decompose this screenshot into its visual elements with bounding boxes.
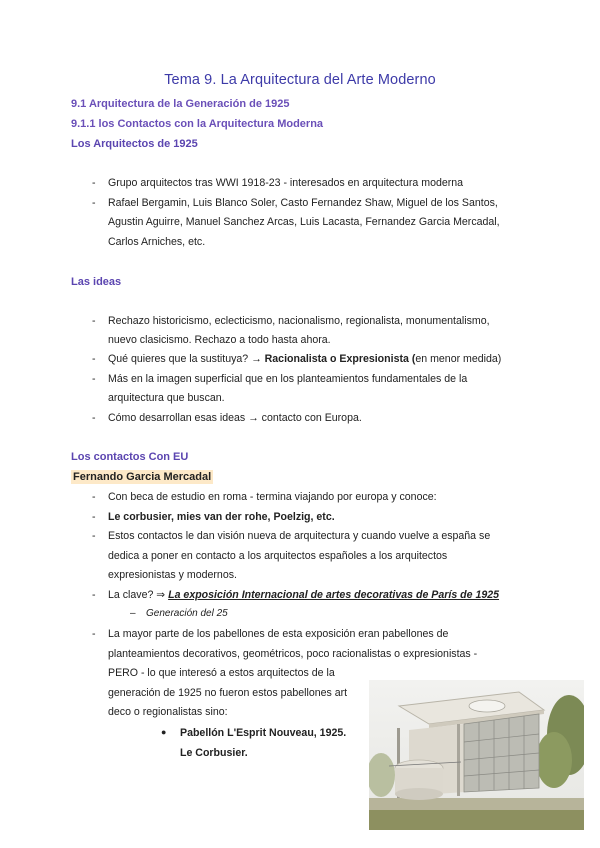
list-item-cont: Carlos Arniches, etc. — [108, 236, 206, 248]
text-run: La clave? ⇒ — [108, 589, 169, 601]
bullet-dash: - — [92, 491, 96, 503]
list-item: Grupo arquitectos tras WWI 1918-23 - interesados en arquitectura moderna — [108, 177, 464, 189]
text-run: Qué quieres que la sustituya? → — [108, 353, 265, 365]
list-item — [108, 588, 499, 602]
section-heading-9-1-1: 9.1.1 los Contactos con la Arquitectura Moderna — [71, 118, 324, 130]
page-title: Tema 9. La Arquitectura del Arte Moderno — [164, 72, 436, 88]
highlight-text: Fernando Garcia Mercadal — [73, 471, 212, 483]
bullet-dot: ● — [161, 727, 167, 737]
heading-ideas: Las ideas — [71, 276, 122, 288]
list-item-cont: Agustin Aguirre, Manuel Sanchez Arcas, Luis Lacasta, Fernandez Garcia Mercadal, — [108, 216, 500, 228]
text-run-bold-italic: La exposición Internacional de artes decorativas de París de 1925 — [168, 589, 500, 601]
text-run-bold: Racionalista o Expresionista ( — [264, 353, 416, 365]
list-item-cont: arquitectura que buscan. — [108, 392, 225, 404]
bullet-dash: - — [92, 373, 96, 385]
text-run: en menor medida) — [415, 353, 502, 365]
highlighted-name — [71, 470, 213, 484]
sub-bullet-dash: – — [130, 608, 136, 619]
list-item: Estos contactos le dan visión nueva de arquitectura y cuando vuelve a españa se — [108, 530, 491, 542]
list-item-cont: planteamientos decorativos, geométricos, poco racionalistas o expresionistas - — [108, 648, 478, 660]
list-item: Rafael Bergamin, Luis Blanco Soler, Casto Fernandez Shaw, Miguel de los Santos, — [108, 197, 498, 209]
bullet-dash: - — [92, 197, 96, 209]
bullet-dash: - — [92, 530, 96, 542]
bullet-dash: - — [92, 315, 96, 327]
sub-list-item: Generación del 25 — [146, 608, 228, 619]
list-item-cont: nuevo clasicismo. Rechazo a todo hasta ahora. — [108, 334, 331, 346]
heading-contactos: Los contactos Con EU — [71, 451, 189, 463]
list-item: La mayor parte de los pabellones de esta exposición eran pabellones de — [108, 628, 449, 640]
pavilion-photo — [369, 680, 584, 830]
bullet-dash: - — [92, 353, 96, 365]
list-item: Con beca de estudio en roma - termina viajando por europa y conoce: — [108, 491, 437, 503]
dot-list-item: Pabellón L'Esprit Nouveau, 1925. — [180, 727, 347, 739]
list-item: Cómo desarrollan esas ideas → contacto con Europa. — [108, 412, 362, 424]
list-item-cont: deco o regionalistas sino: — [108, 706, 228, 718]
bullet-dash: - — [92, 177, 96, 189]
bullet-dash: - — [92, 628, 96, 640]
bullet-dash: - — [92, 589, 96, 601]
list-item-cont: generación de 1925 no fueron estos pabellones art — [108, 687, 348, 699]
list-item-cont: PERO - lo que interesó a estos arquitectos de la — [108, 667, 335, 679]
list-item — [108, 352, 501, 366]
list-item: Rechazo historicismo, eclecticismo, nacionalismo, regionalista, monumentalismo, — [108, 315, 490, 327]
heading-arquitectos: Los Arquitectos de 1925 — [71, 138, 198, 150]
list-item-cont: dedica a poner en contacto a los arquitectos españoles a los arquitectos — [108, 550, 448, 562]
section-heading-9-1: 9.1 Arquitectura de la Generación de 1925 — [71, 98, 290, 110]
dot-list-item-cont: Le Corbusier. — [180, 747, 248, 759]
list-item: Más en la imagen superficial que en los planteamientos fundamentales de la — [108, 373, 468, 385]
bullet-dash: - — [92, 412, 96, 424]
bullet-dash: - — [92, 511, 96, 523]
list-item: Le corbusier, mies van der rohe, Poelzig, etc. — [108, 511, 335, 523]
list-item-cont: expresionistas y modernos. — [108, 569, 237, 581]
